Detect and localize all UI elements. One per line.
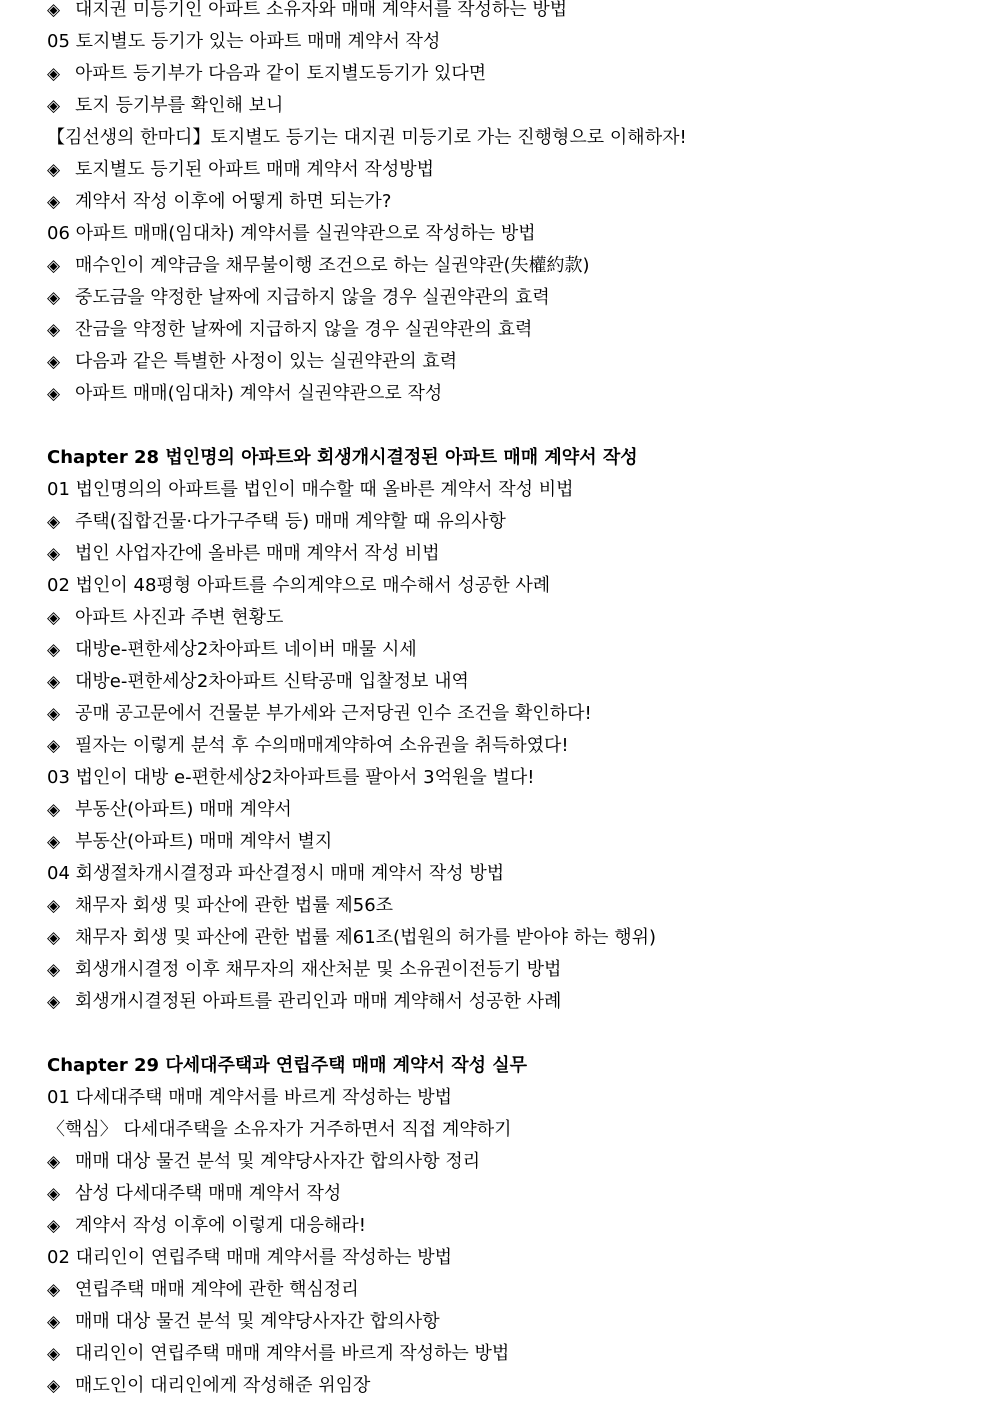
diamond-bullet-icon: ◈ (47, 256, 61, 276)
diamond-bullet-icon: ◈ (47, 896, 61, 916)
toc-bullet-item (47, 506, 977, 538)
diamond-bullet-icon: ◈ (47, 928, 61, 948)
diamond-bullet-icon: ◈ (47, 1280, 61, 1300)
toc-item-text: 주택(집합건물·다가구주택 등) 매매 계약할 때 유의사항 (75, 511, 506, 532)
diamond-bullet-icon: ◈ (47, 288, 61, 308)
chapter-heading: Chapter 29 다세대주택과 연립주택 매매 계약서 작성 실무 (47, 1055, 528, 1076)
diamond-bullet-icon: ◈ (47, 672, 61, 692)
toc-bullet-item (47, 0, 977, 26)
diamond-bullet-icon: ◈ (47, 832, 61, 852)
toc-item-text: 대방e-편한세상2차아파트 네이버 매물 시세 (75, 639, 417, 660)
diamond-bullet-icon: ◈ (47, 1152, 61, 1172)
toc-entry: 01 다세대주택 매매 계약서를 바르게 작성하는 방법 (47, 1087, 452, 1108)
toc-bullet-item (47, 986, 977, 1018)
toc-bullet-item (47, 1306, 977, 1338)
toc-item-text: 법인 사업자간에 올바른 매매 계약서 작성 비법 (75, 543, 440, 564)
toc-item-text: 대리인이 연립주택 매매 계약서를 바르게 작성하는 방법 (75, 1343, 510, 1364)
toc-section (47, 0, 977, 410)
toc-section (47, 1018, 977, 1402)
toc-bullet-item (47, 250, 977, 282)
toc-entry: 02 대리인이 연립주택 매매 계약서를 작성하는 방법 (47, 1247, 452, 1268)
toc-bullet-item (47, 186, 977, 218)
toc-bullet-item (47, 1338, 977, 1370)
diamond-bullet-icon: ◈ (47, 1312, 61, 1332)
diamond-bullet-icon: ◈ (47, 96, 61, 116)
toc-item-text: 필자는 이렇게 분석 후 수의매매계약하여 소유권을 취득하였다! (75, 735, 569, 756)
toc-entry: 〈핵심〉 다세대주택을 소유자가 거주하면서 직접 계약하기 (47, 1119, 512, 1140)
toc-bullet-item (47, 314, 977, 346)
toc-item-text: 대지권 미등기인 아파트 소유자와 매매 계약서를 작성하는 방법 (75, 0, 568, 20)
diamond-bullet-icon: ◈ (47, 608, 61, 628)
toc-bullet-item (47, 1370, 977, 1402)
toc-item-text: 회생개시결정된 아파트를 관리인과 매매 계약해서 성공한 사례 (75, 991, 562, 1012)
toc-item-text: 토지 등기부를 확인해 보니 (75, 95, 284, 116)
diamond-bullet-icon: ◈ (47, 992, 61, 1012)
diamond-bullet-icon: ◈ (47, 704, 61, 724)
diamond-bullet-icon: ◈ (47, 736, 61, 756)
toc-bullet-item (47, 58, 977, 90)
toc-bullet-item (47, 154, 977, 186)
diamond-bullet-icon: ◈ (47, 192, 61, 212)
toc-item-text: 토지별도 등기된 아파트 매매 계약서 작성방법 (75, 159, 434, 180)
toc-bullet-item (47, 602, 977, 634)
toc-item-text: 회생개시결정 이후 채무자의 재산처분 및 소유권이전등기 방법 (75, 959, 562, 980)
toc-entry: 04 회생절차개시결정과 파산결정시 매매 계약서 작성 방법 (47, 863, 505, 884)
toc-bullet-item (47, 1274, 977, 1306)
toc-bullet-item (47, 1146, 977, 1178)
toc-item-text: 연립주택 매매 계약에 관한 핵심정리 (75, 1279, 359, 1300)
toc-entry: 【김선생의 한마디】토지별도 등기는 대지권 미등기로 가는 진행형으로 이해하자! (47, 127, 687, 148)
toc-entry: 02 법인이 48평형 아파트를 수의계약으로 매수해서 성공한 사례 (47, 575, 551, 596)
toc-item-text: 계약서 작성 이후에 어떻게 하면 되는가? (75, 191, 392, 212)
toc-item-text: 잔금을 약정한 날짜에 지급하지 않을 경우 실권약관의 효력 (75, 319, 533, 340)
toc-item-text: 매수인이 계약금을 채무불이행 조건으로 하는 실권약관(失權約款) (75, 255, 590, 276)
toc-bullet-item (47, 890, 977, 922)
chapter-heading: Chapter 28 법인명의 아파트와 회생개시결정된 아파트 매매 계약서 작성 (47, 447, 638, 468)
diamond-bullet-icon: ◈ (47, 160, 61, 180)
toc-item-text: 매도인이 대리인에게 작성해준 위임장 (75, 1375, 371, 1396)
toc-bullet-item (47, 90, 977, 122)
toc-item-text: 아파트 매매(임대차) 계약서 실권약관으로 작성 (75, 383, 443, 404)
toc-item-text: 매매 대상 물건 분석 및 계약당사자간 합의사항 정리 (75, 1151, 481, 1172)
toc-bullet-item (47, 1210, 977, 1242)
diamond-bullet-icon: ◈ (47, 64, 61, 84)
toc-bullet-item (47, 666, 977, 698)
toc-bullet-item (47, 346, 977, 378)
toc-bullet-item (47, 922, 977, 954)
diamond-bullet-icon: ◈ (47, 512, 61, 532)
diamond-bullet-icon: ◈ (47, 640, 61, 660)
toc-item-text: 채무자 회생 및 파산에 관한 법률 제61조(법원의 허가를 받아야 하는 행위) (75, 927, 657, 948)
toc-item-text: 다음과 같은 특별한 사정이 있는 실권약관의 효력 (75, 351, 458, 372)
toc-item-text: 아파트 등기부가 다음과 같이 토지별도등기가 있다면 (75, 63, 487, 84)
toc-item-text: 중도금을 약정한 날짜에 지급하지 않을 경우 실권약관의 효력 (75, 287, 550, 308)
toc-bullet-item (47, 634, 977, 666)
toc-item-text: 부동산(아파트) 매매 계약서 별지 (75, 831, 333, 852)
toc-entry: 01 법인명의의 아파트를 법인이 매수할 때 올바른 계약서 작성 비법 (47, 479, 574, 500)
diamond-bullet-icon: ◈ (47, 1184, 61, 1204)
toc-item-text: 공매 공고문에서 건물분 부가세와 근저당권 인수 조건을 확인하다! (75, 703, 592, 724)
toc-bullet-item (47, 698, 977, 730)
toc-bullet-item (47, 730, 977, 762)
diamond-bullet-icon: ◈ (47, 960, 61, 980)
toc-item-text: 아파트 사진과 주변 현황도 (75, 607, 284, 628)
diamond-bullet-icon: ◈ (47, 384, 61, 404)
section-spacer (47, 410, 977, 442)
toc-bullet-item (47, 794, 977, 826)
diamond-bullet-icon: ◈ (47, 800, 61, 820)
toc-bullet-item (47, 954, 977, 986)
toc-section (47, 410, 977, 1018)
diamond-bullet-icon: ◈ (47, 544, 61, 564)
toc-bullet-item (47, 826, 977, 858)
diamond-bullet-icon: ◈ (47, 1344, 61, 1364)
toc-item-text: 부동산(아파트) 매매 계약서 (75, 799, 292, 820)
diamond-bullet-icon: ◈ (47, 352, 61, 372)
toc-item-text: 매매 대상 물건 분석 및 계약당사자간 합의사항 (75, 1311, 440, 1332)
diamond-bullet-icon: ◈ (47, 320, 61, 340)
toc-item-text: 계약서 작성 이후에 이렇게 대응해라! (75, 1215, 366, 1236)
toc-entry: 06 아파트 매매(임대차) 계약서를 실권약관으로 작성하는 방법 (47, 223, 536, 244)
toc-item-text: 채무자 회생 및 파산에 관한 법률 제56조 (75, 895, 394, 916)
section-spacer (47, 1018, 977, 1050)
toc-bullet-item (47, 378, 977, 410)
toc-item-text: 삼성 다세대주택 매매 계약서 작성 (75, 1183, 342, 1204)
diamond-bullet-icon: ◈ (47, 0, 61, 20)
diamond-bullet-icon: ◈ (47, 1376, 61, 1396)
toc-entry: 05 토지별도 등기가 있는 아파트 매매 계약서 작성 (47, 31, 441, 52)
toc-entry: 03 법인이 대방 e-편한세상2차아파트를 팔아서 3억원을 벌다! (47, 767, 535, 788)
toc-bullet-item (47, 538, 977, 570)
diamond-bullet-icon: ◈ (47, 1216, 61, 1236)
toc-bullet-item (47, 282, 977, 314)
toc-bullet-item (47, 1178, 977, 1210)
table-of-contents (47, 0, 977, 1402)
toc-item-text: 대방e-편한세상2차아파트 신탁공매 입찰정보 내역 (75, 671, 469, 692)
